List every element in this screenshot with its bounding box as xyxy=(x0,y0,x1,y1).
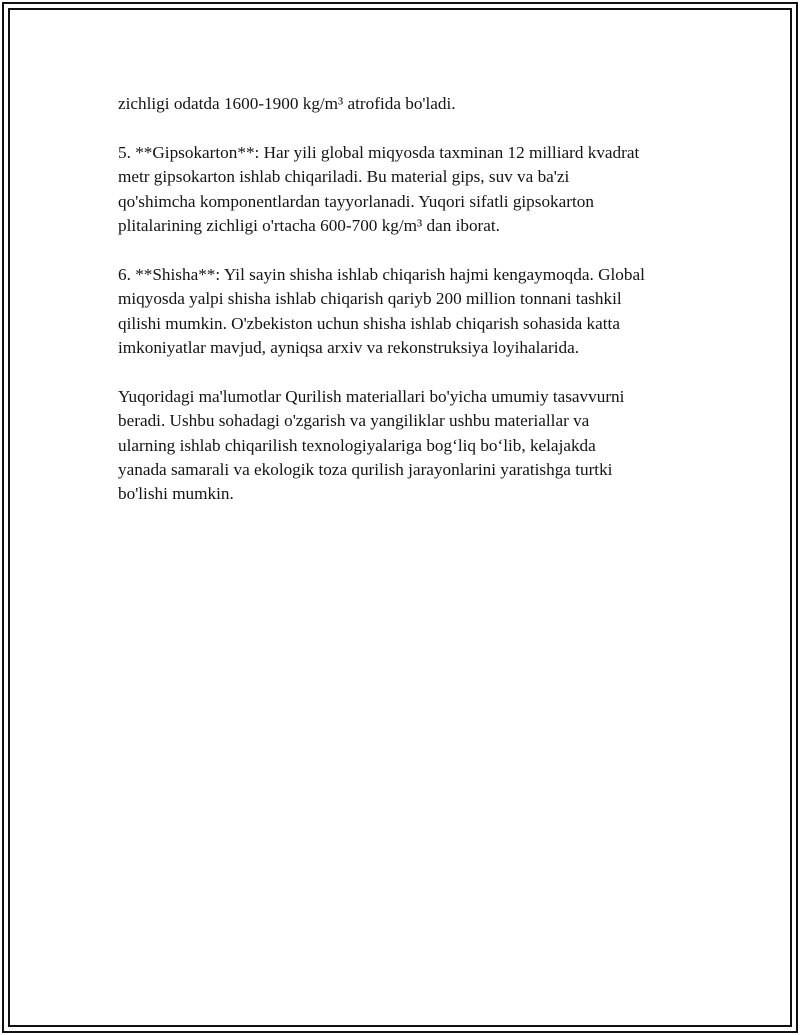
paragraph-gipsokarton xyxy=(118,141,698,239)
text-line: plitalarining zichligi o'rtacha 600-700 kg/m³ dan iborat. xyxy=(118,216,500,236)
text-line: Yuqoridagi ma'lumotlar Qurilish materiallari bo'yicha umumiy tasavvurni xyxy=(118,386,625,406)
text-line: 5. **Gipsokarton**: Har yili global miqyosda taxminan 12 milliard kvadrat xyxy=(118,142,640,162)
text-line: metr gipsokarton ishlab chiqariladi. Bu material gips, suv va ba'zi xyxy=(118,167,570,187)
paragraph-conclusion xyxy=(118,385,698,507)
text-line: 6. **Shisha**: Yil sayin shisha ishlab chiqarish hajmi kengaymoqda. Global xyxy=(118,264,645,284)
text-line: yanada samarali va ekologik toza qurilish jarayonlarini yaratishga turtki xyxy=(118,460,613,480)
text-line: beradi. Ushbu sohadagi o'zgarish va yangiliklar ushbu materiallar va xyxy=(118,411,590,431)
text-line: bo'lishi mumkin. xyxy=(118,484,234,504)
text-line: zichligi odatda 1600-1900 kg/m³ atrofida bo'ladi. xyxy=(118,94,456,113)
paragraph-shisha xyxy=(118,263,698,361)
document-body xyxy=(118,92,698,531)
text-line: qilishi mumkin. O'zbekiston uchun shisha ishlab chiqarish sohasida katta xyxy=(118,313,620,333)
paragraph-intro-tail xyxy=(118,92,698,116)
text-line: imkoniyatlar mavjud, ayniqsa arxiv va rekonstruksiya loyihalarida. xyxy=(118,338,580,358)
text-line: ularning ishlab chiqarilish texnologiyalariga bog‘liq bo‘lib, kelajakda xyxy=(118,435,596,455)
text-line: qo'shimcha komponentlardan tayyorlanadi. Yuqori sifatli gipsokarton xyxy=(118,191,594,211)
text-line: miqyosda yalpi shisha ishlab chiqarish qariyb 200 million tonnani tashkil xyxy=(118,289,622,309)
